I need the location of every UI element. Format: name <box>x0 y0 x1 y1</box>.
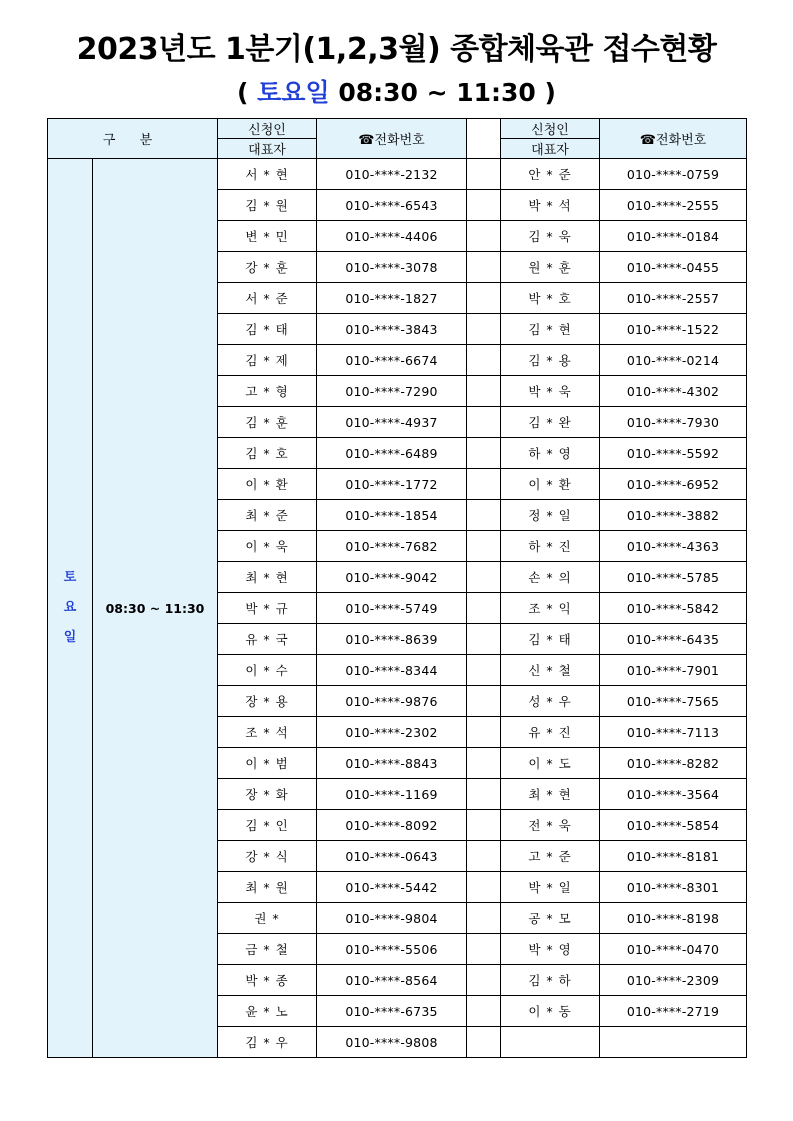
phone-number-left: 010-****-6489 <box>317 438 467 469</box>
day-label-char: 요 <box>63 600 77 615</box>
phone-number-right: 010-****-6952 <box>600 469 747 500</box>
applicant-name-right: 안 * 준 <box>501 159 600 190</box>
phone-number-left: 010-****-8344 <box>317 655 467 686</box>
applicant-name-left: 고 * 형 <box>218 376 317 407</box>
applicant-name-left: 권 * <box>218 903 317 934</box>
phone-number-right: 010-****-7565 <box>600 686 747 717</box>
applicant-name-left: 변 * 민 <box>218 221 317 252</box>
phone-number-left: 010-****-4406 <box>317 221 467 252</box>
phone-number-right: 010-****-0455 <box>600 252 747 283</box>
applicant-name-right <box>501 1027 600 1058</box>
header-row <box>48 119 747 139</box>
applicant-name-left: 김 * 태 <box>218 314 317 345</box>
applicant-name-right: 박 * 일 <box>501 872 600 903</box>
phone-number-left: 010-****-2132 <box>317 159 467 190</box>
applicant-name-left: 장 * 화 <box>218 779 317 810</box>
applicant-name-left: 강 * 훈 <box>218 252 317 283</box>
phone-number-right: 010-****-4302 <box>600 376 747 407</box>
applicant-name-left: 김 * 원 <box>218 190 317 221</box>
spacer-cell <box>467 593 501 624</box>
spacer-cell <box>467 221 501 252</box>
spacer-cell <box>467 438 501 469</box>
spacer-cell <box>467 345 501 376</box>
phone-number-right: 010-****-5592 <box>600 438 747 469</box>
applicant-name-left: 조 * 석 <box>218 717 317 748</box>
applicant-name-right: 박 * 석 <box>501 190 600 221</box>
applicant-name-left: 박 * 규 <box>218 593 317 624</box>
applicant-name-right: 공 * 모 <box>501 903 600 934</box>
phone-number-right: 010-****-7113 <box>600 717 747 748</box>
applicant-name-left: 김 * 호 <box>218 438 317 469</box>
spacer-cell <box>467 872 501 903</box>
phone-number-right: 010-****-5785 <box>600 562 747 593</box>
phone-number-right: 010-****-4363 <box>600 531 747 562</box>
phone-number-left: 010-****-8564 <box>317 965 467 996</box>
spacer-cell <box>467 903 501 934</box>
phone-number-right: 010-****-3882 <box>600 500 747 531</box>
spacer-cell <box>467 996 501 1027</box>
phone-number-left: 010-****-7682 <box>317 531 467 562</box>
subtitle-day: 토요일 <box>257 78 330 107</box>
applicant-name-right: 신 * 철 <box>501 655 600 686</box>
applicant-name-right: 고 * 준 <box>501 841 600 872</box>
applicant-name-right: 김 * 태 <box>501 624 600 655</box>
phone-number-right: 010-****-5854 <box>600 810 747 841</box>
spacer-cell <box>467 376 501 407</box>
phone-number-left: 010-****-8639 <box>317 624 467 655</box>
phone-number-left: 010-****-5749 <box>317 593 467 624</box>
phone-number-right: 010-****-2309 <box>600 965 747 996</box>
phone-number-right: 010-****-0759 <box>600 159 747 190</box>
phone-number-right: 010-****-8301 <box>600 872 747 903</box>
phone-number-left: 010-****-1854 <box>317 500 467 531</box>
header-phone-left: ☎전화번호 <box>317 119 467 159</box>
phone-number-left: 010-****-6735 <box>317 996 467 1027</box>
spacer-cell <box>467 686 501 717</box>
spacer-cell <box>467 965 501 996</box>
applicant-name-right: 성 * 우 <box>501 686 600 717</box>
phone-number-right: 010-****-2555 <box>600 190 747 221</box>
spacer-cell <box>467 717 501 748</box>
registration-table <box>47 118 747 1058</box>
spacer-cell <box>467 252 501 283</box>
header-gubun: 구 분 <box>48 119 218 159</box>
phone-number-left: 010-****-8843 <box>317 748 467 779</box>
applicant-name-left: 김 * 훈 <box>218 407 317 438</box>
applicant-name-right: 박 * 욱 <box>501 376 600 407</box>
phone-number-left: 010-****-4937 <box>317 407 467 438</box>
phone-number-right: 010-****-2557 <box>600 283 747 314</box>
spacer-cell <box>467 655 501 686</box>
phone-number-left: 010-****-6674 <box>317 345 467 376</box>
applicant-name-left: 박 * 종 <box>218 965 317 996</box>
applicant-name-left: 최 * 현 <box>218 562 317 593</box>
phone-number-right: 010-****-1522 <box>600 314 747 345</box>
phone-number-left: 010-****-5506 <box>317 934 467 965</box>
phone-number-left: 010-****-9804 <box>317 903 467 934</box>
applicant-name-right: 김 * 현 <box>501 314 600 345</box>
phone-number-right: 010-****-3564 <box>600 779 747 810</box>
applicant-name-right: 김 * 완 <box>501 407 600 438</box>
header-representative-right: 대표자 <box>501 139 600 159</box>
spacer-cell <box>467 469 501 500</box>
applicant-name-right: 하 * 진 <box>501 531 600 562</box>
applicant-name-right: 조 * 익 <box>501 593 600 624</box>
applicant-name-left: 강 * 식 <box>218 841 317 872</box>
header-applicant-left: 신청인 <box>218 119 317 139</box>
applicant-name-right: 최 * 현 <box>501 779 600 810</box>
spacer-cell <box>467 190 501 221</box>
applicant-name-left: 김 * 인 <box>218 810 317 841</box>
phone-number-left: 010-****-0643 <box>317 841 467 872</box>
applicant-name-left: 장 * 용 <box>218 686 317 717</box>
spacer-cell <box>467 810 501 841</box>
spacer-cell <box>467 500 501 531</box>
applicant-name-right: 김 * 용 <box>501 345 600 376</box>
phone-number-right: 010-****-8181 <box>600 841 747 872</box>
phone-number-right: 010-****-5842 <box>600 593 747 624</box>
applicant-name-left: 이 * 욱 <box>218 531 317 562</box>
phone-number-left: 010-****-2302 <box>317 717 467 748</box>
spacer-cell <box>467 159 501 190</box>
page-title: 2023년도 1분기(1,2,3월) 종합체육관 접수현황 <box>76 32 717 67</box>
applicant-name-right: 손 * 의 <box>501 562 600 593</box>
applicant-name-left: 김 * 제 <box>218 345 317 376</box>
subtitle-time: 08:30 ~ 11:30 <box>329 78 536 107</box>
phone-number-left: 010-****-7290 <box>317 376 467 407</box>
phone-number-left: 010-****-3078 <box>317 252 467 283</box>
day-group-cell <box>48 159 93 1058</box>
phone-number-right <box>600 1027 747 1058</box>
spacer-cell <box>467 531 501 562</box>
applicant-name-right: 김 * 하 <box>501 965 600 996</box>
spacer-cell <box>467 407 501 438</box>
applicant-name-right: 유 * 진 <box>501 717 600 748</box>
spacer-cell <box>467 841 501 872</box>
phone-number-left: 010-****-6543 <box>317 190 467 221</box>
subtitle-open: ( <box>237 78 258 107</box>
applicant-name-left: 이 * 수 <box>218 655 317 686</box>
spacer-cell <box>467 1027 501 1058</box>
phone-number-right: 010-****-0184 <box>600 221 747 252</box>
phone-number-left: 010-****-1169 <box>317 779 467 810</box>
day-label-char: 일 <box>63 630 77 645</box>
phone-number-left: 010-****-9876 <box>317 686 467 717</box>
applicant-name-right: 이 * 환 <box>501 469 600 500</box>
phone-number-right: 010-****-6435 <box>600 624 747 655</box>
applicant-name-left: 윤 * 노 <box>218 996 317 1027</box>
page-subtitle <box>0 76 793 110</box>
phone-number-left: 010-****-9042 <box>317 562 467 593</box>
spacer-cell <box>467 314 501 345</box>
phone-number-right: 010-****-2719 <box>600 996 747 1027</box>
applicant-name-left: 이 * 환 <box>218 469 317 500</box>
spacer-cell <box>467 624 501 655</box>
header-applicant-right: 신청인 <box>501 119 600 139</box>
spacer-cell <box>467 748 501 779</box>
applicant-name-left: 최 * 원 <box>218 872 317 903</box>
applicant-name-right: 원 * 훈 <box>501 252 600 283</box>
phone-number-right: 010-****-0214 <box>600 345 747 376</box>
header-representative-left: 대표자 <box>218 139 317 159</box>
applicant-name-left: 최 * 준 <box>218 500 317 531</box>
spacer-cell <box>467 283 501 314</box>
time-group-cell: 08:30 ~ 11:30 <box>93 159 218 1058</box>
applicant-name-right: 박 * 영 <box>501 934 600 965</box>
phone-number-left: 010-****-1827 <box>317 283 467 314</box>
header-phone-right: ☎전화번호 <box>600 119 747 159</box>
spacer-cell <box>467 934 501 965</box>
applicant-name-right: 김 * 욱 <box>501 221 600 252</box>
applicant-name-left: 서 * 현 <box>218 159 317 190</box>
phone-number-left: 010-****-8092 <box>317 810 467 841</box>
applicant-name-left: 김 * 우 <box>218 1027 317 1058</box>
applicant-name-right: 이 * 동 <box>501 996 600 1027</box>
applicant-name-right: 정 * 일 <box>501 500 600 531</box>
applicant-name-left: 이 * 범 <box>218 748 317 779</box>
phone-number-right: 010-****-0470 <box>600 934 747 965</box>
subtitle-close: ) <box>535 78 556 107</box>
phone-number-left: 010-****-5442 <box>317 872 467 903</box>
applicant-name-right: 전 * 욱 <box>501 810 600 841</box>
phone-number-right: 010-****-8198 <box>600 903 747 934</box>
spacer-cell <box>467 562 501 593</box>
phone-number-left: 010-****-1772 <box>317 469 467 500</box>
day-label-char: 토 <box>63 570 77 585</box>
table-row <box>48 159 747 190</box>
spacer-cell <box>467 779 501 810</box>
phone-number-left: 010-****-9808 <box>317 1027 467 1058</box>
phone-number-right: 010-****-7901 <box>600 655 747 686</box>
applicant-name-left: 서 * 준 <box>218 283 317 314</box>
phone-number-right: 010-****-8282 <box>600 748 747 779</box>
applicant-name-right: 박 * 호 <box>501 283 600 314</box>
applicant-name-right: 하 * 영 <box>501 438 600 469</box>
phone-number-right: 010-****-7930 <box>600 407 747 438</box>
header-spacer <box>467 119 501 159</box>
applicant-name-left: 금 * 철 <box>218 934 317 965</box>
applicant-name-left: 유 * 국 <box>218 624 317 655</box>
applicant-name-right: 이 * 도 <box>501 748 600 779</box>
phone-number-left: 010-****-3843 <box>317 314 467 345</box>
